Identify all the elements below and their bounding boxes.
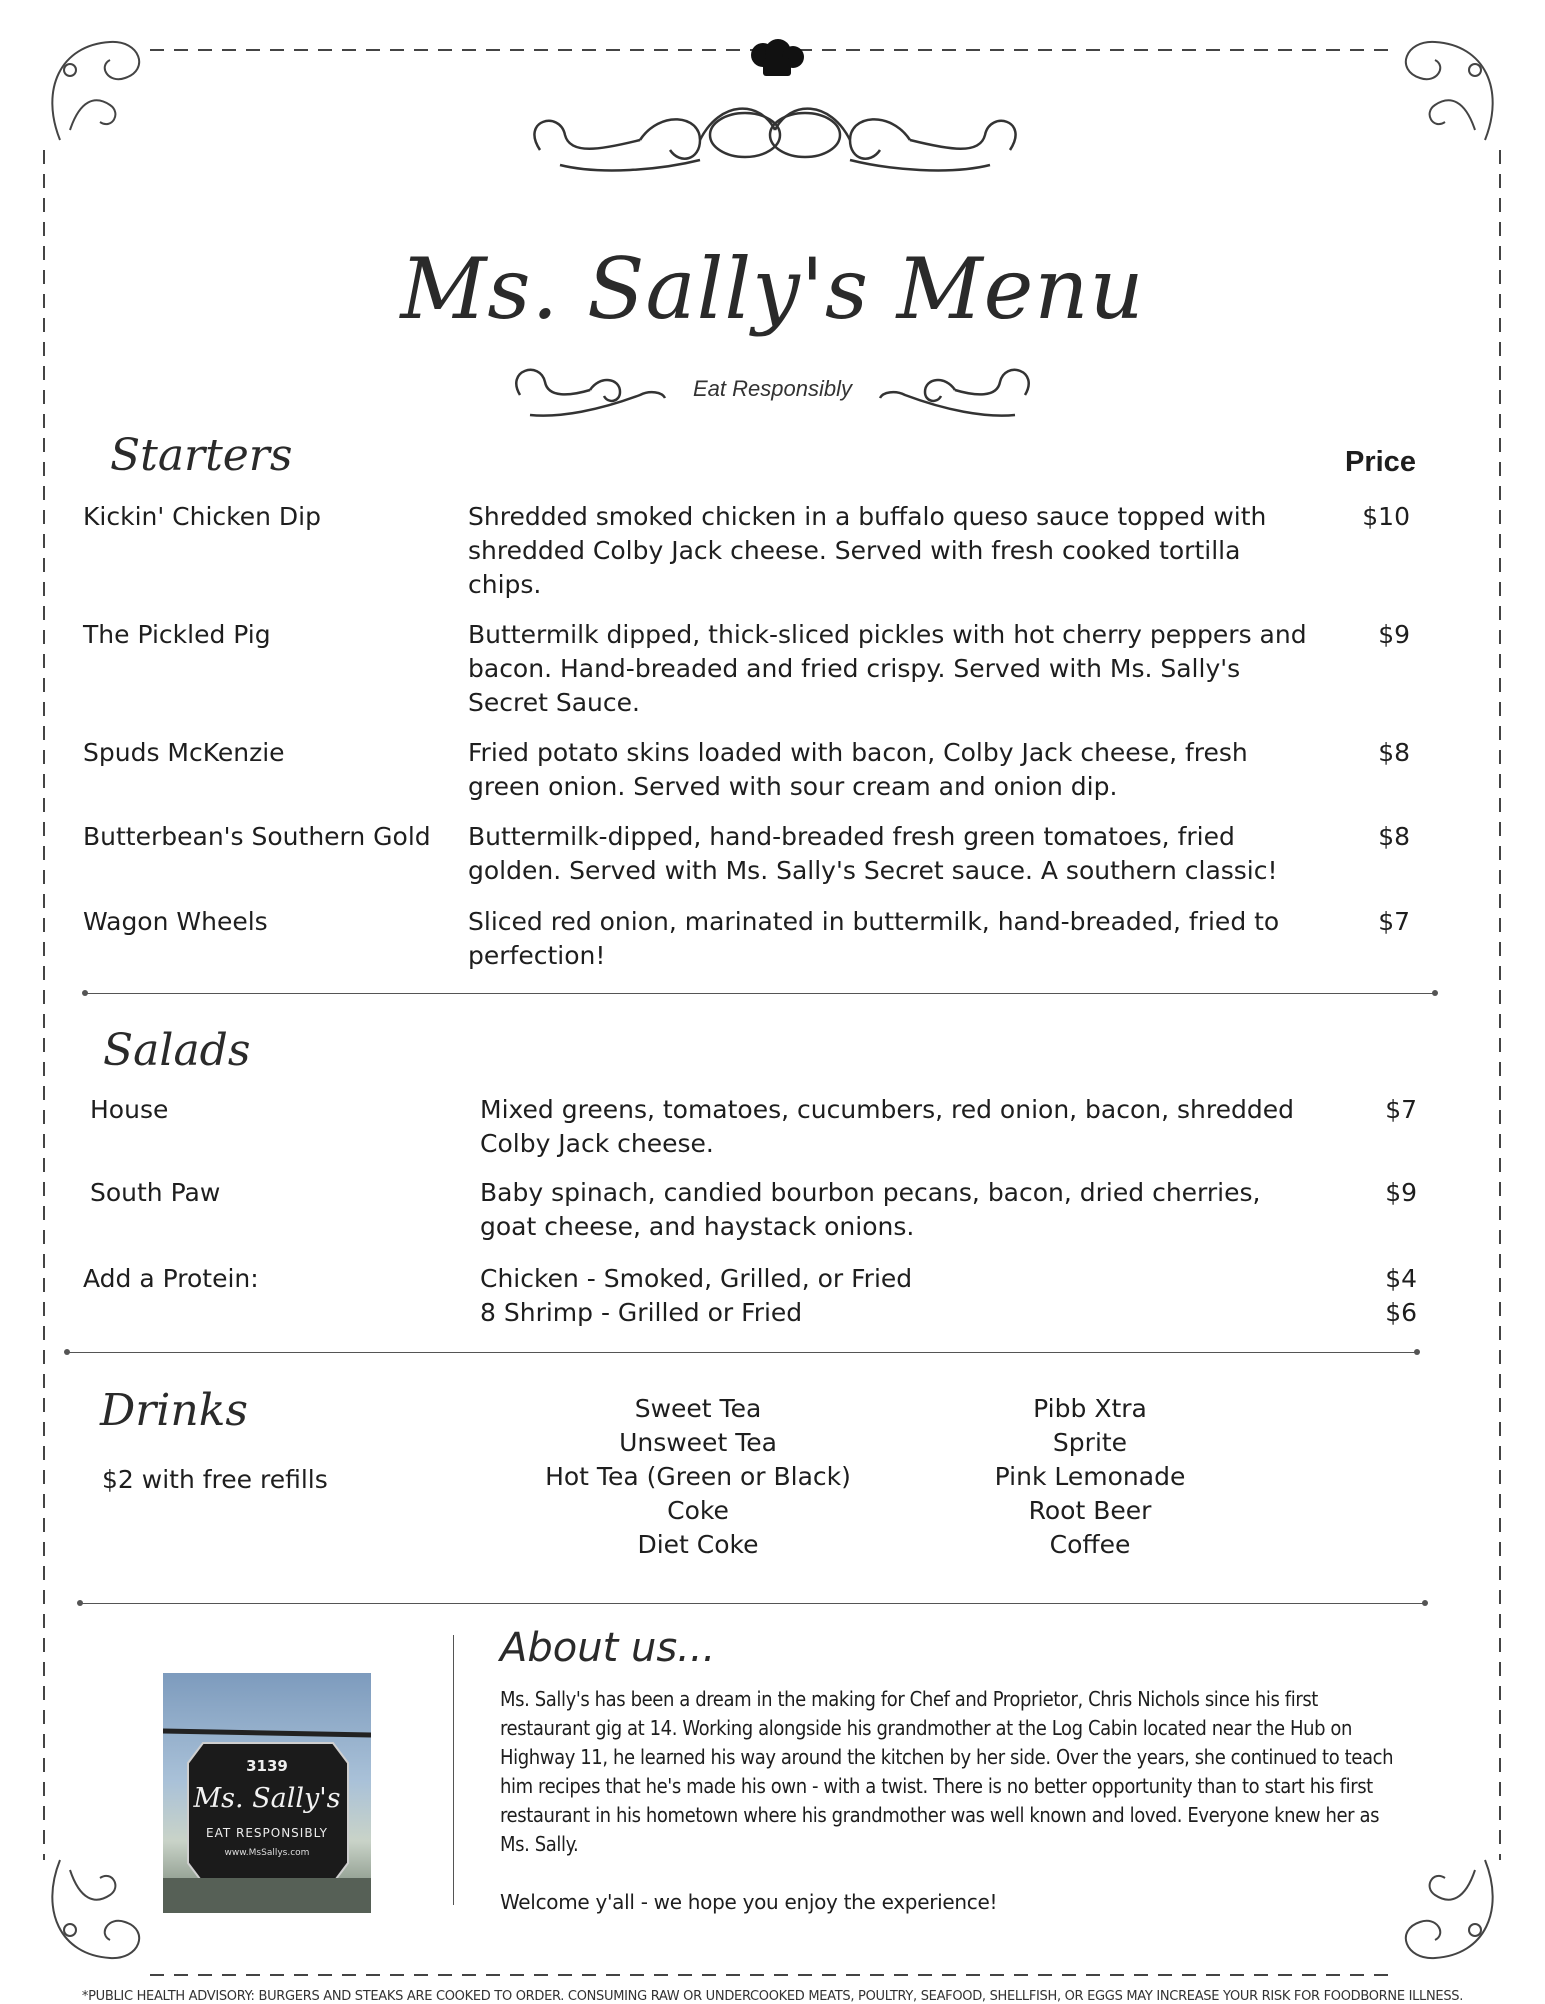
section-divider — [85, 993, 1435, 994]
item-description: Buttermilk-dipped, hand-breaded fresh green tomatoes, fried golden. Served with Ms. Sally's Secret sauce. A southern classic! — [468, 822, 1278, 885]
storefront-sign-photo — [163, 1673, 371, 1913]
starters-heading: Starters — [110, 430, 293, 481]
sign-name: Ms. Sally's — [193, 1783, 341, 1814]
sign-number: 3139 — [246, 1757, 288, 1775]
item-description: Shredded smoked chicken in a buffalo queso sauce topped with shredded Colby Jack cheese. Served with fresh cooked tortilla chips. — [468, 502, 1267, 599]
protein-label: Add a Protein: — [83, 1264, 259, 1293]
menu-title: Ms. Sally's Menu — [400, 240, 1145, 338]
item-description: Mixed greens, tomatoes, cucumbers, red onion, bacon, shredded Colby Jack cheese. — [480, 1095, 1294, 1158]
drink-item: Unsweet Tea — [619, 1428, 777, 1457]
sign-tagline: EAT RESPONSIBLY — [205, 1826, 328, 1840]
corner-flourish-top-left — [52, 42, 139, 140]
item-price: $9 — [1378, 620, 1410, 649]
drink-item: Pibb Xtra — [1033, 1394, 1147, 1423]
drinks-column-1 — [488, 1392, 908, 1562]
top-scroll-ornament — [534, 109, 1015, 171]
drink-item: Diet Coke — [637, 1530, 759, 1559]
drinks-heading: Drinks — [100, 1385, 248, 1436]
protein-option: Chicken - Smoked, Grilled, or Fried — [480, 1264, 913, 1293]
drink-item: Sprite — [1052, 1428, 1128, 1457]
section-divider — [80, 1603, 1425, 1604]
item-name: The Pickled Pig — [83, 620, 271, 649]
item-name: Wagon Wheels — [83, 907, 268, 936]
drink-item: Sweet Tea — [634, 1394, 762, 1423]
item-price: $7 — [1385, 1095, 1417, 1124]
item-name: House — [90, 1095, 169, 1124]
item-price: $8 — [1378, 738, 1410, 767]
drink-item: Coke — [667, 1496, 729, 1525]
protein-price: $4 — [1385, 1264, 1417, 1293]
drink-item: Pink Lemonade — [994, 1462, 1186, 1491]
corner-flourish-bottom-right — [1406, 1860, 1493, 1958]
item-description: Sliced red onion, marinated in buttermilk, hand-breaded, fried to perfection! — [468, 907, 1280, 970]
chef-hat-icon — [751, 39, 804, 76]
item-description: Buttermilk dipped, thick-sliced pickles with hot cherry peppers and bacon. Hand-breaded and fried crispy. Served with Ms. Sally's Secret Sauce. — [468, 620, 1307, 717]
drinks-price-note: $2 with free refills — [102, 1465, 328, 1494]
drink-item: Coffee — [1049, 1530, 1131, 1559]
drink-item: Root Beer — [1028, 1496, 1152, 1525]
drink-item: Hot Tea (Green or Black) — [545, 1462, 851, 1491]
welcome-line: Welcome y'all - we hope you enjoy the experience! — [500, 1890, 998, 1914]
section-divider — [67, 1352, 1417, 1353]
item-price: $9 — [1385, 1178, 1417, 1207]
item-price: $8 — [1378, 822, 1410, 851]
protein-price: $6 — [1385, 1298, 1417, 1327]
corner-flourish-top-right — [1406, 42, 1493, 140]
public-health-advisory: *PUBLIC HEALTH ADVISORY: BURGERS AND STEAKS ARE COOKED TO ORDER. CONSUMING RAW OR UNDERCOOKED MEATS, POULTRY, SEAFOOD, SHELLFISH, OR EGGS MAY INCREASE YOUR RISK FOR FOODBORNE ILLNESS. — [81, 1989, 1464, 2004]
item-name: South Paw — [90, 1178, 221, 1207]
item-price: $7 — [1378, 907, 1410, 936]
menu-tagline: Eat Responsibly — [693, 376, 852, 401]
sign-url: www.MsSallys.com — [224, 1848, 310, 1858]
about-heading: About us... — [500, 1625, 716, 1671]
item-description: Baby spinach, candied bourbon pecans, bacon, dried cherries, goat cheese, and haystack onions. — [480, 1178, 1261, 1241]
protein-option: 8 Shrimp - Grilled or Fried — [480, 1298, 803, 1327]
item-name: Spuds McKenzie — [83, 738, 285, 767]
item-name: Butterbean's Southern Gold — [83, 822, 431, 851]
about-divider — [453, 1635, 454, 1905]
price-column-heading: Price — [1345, 446, 1416, 478]
about-paragraph: Ms. Sally's has been a dream in the making for Chef and Proprietor, Chris Nichols since his first restaurant gig at 14. Working alongside his grandmother at the Log Cabin located near the Hub on Highway 11, he learned his way around the kitchen by her side. Over the years, she continued to teach him recipes that he's made his own - with a twist. There is no better opportunity than to start his first restaurant in his hometown where his grandmother was well known and loved. Everyone knew her as Ms. Sally. — [500, 1687, 1394, 1856]
item-price: $10 — [1362, 502, 1410, 531]
drinks-column-2 — [880, 1392, 1300, 1562]
corner-flourish-bottom-left — [52, 1860, 139, 1958]
item-name: Kickin' Chicken Dip — [83, 502, 321, 531]
item-description: Fried potato skins loaded with bacon, Colby Jack cheese, fresh green onion. Served with sour cream and onion dip. — [468, 738, 1248, 801]
salads-heading: Salads — [103, 1025, 251, 1076]
